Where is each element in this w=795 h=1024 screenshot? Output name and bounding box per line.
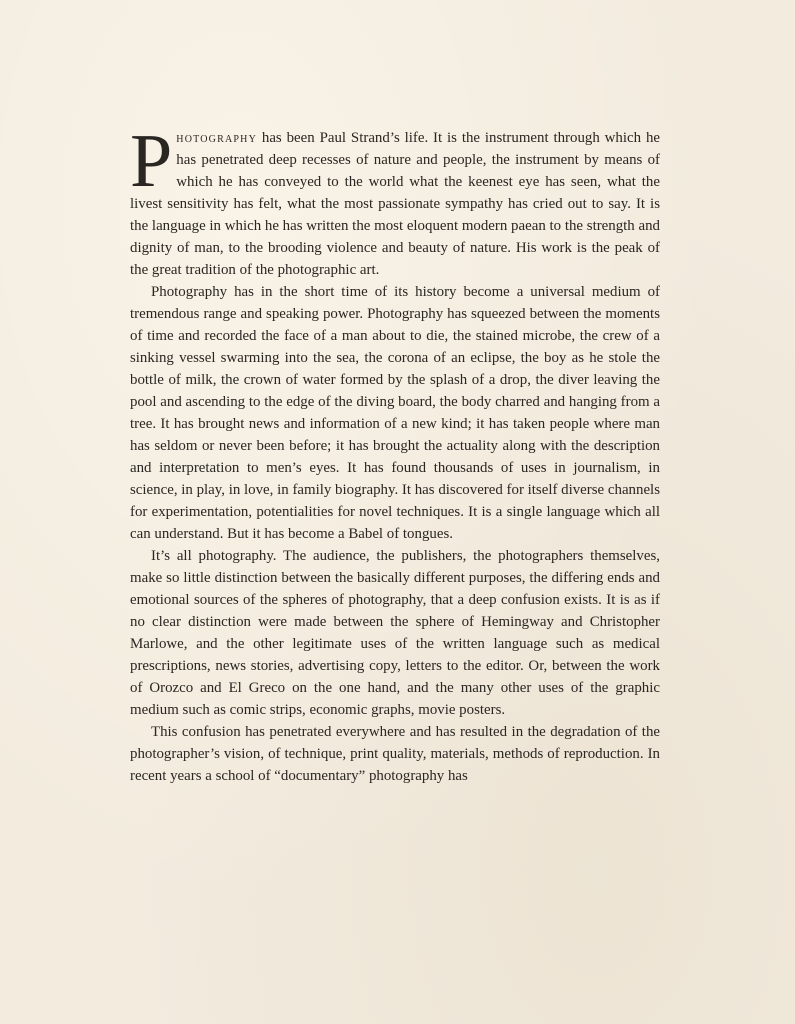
- drop-cap-letter: P: [130, 119, 173, 203]
- paragraph-4: This confusion has penetrated everywhere and has resulted in the degradation of the photographer’s vision, of technique, print quality, materials, methods of reproduction. In recent years a school of “documentary” photography has: [130, 724, 660, 784]
- paragraph-3: It’s all photography. The audience, the publishers, the photographers themselves, make so little distinction between the basically different purposes, the differing ends and emotional sources of the spheres of photography, that a deep confusion exists. It is as if no clear distinction were made between the sphere of Hemingway and Christopher Marlowe, and the other legitimate uses of the written language such as medical prescriptions, news stories, advertising copy, letters to the editor. Or, between the work of Orozco and El Greco on the one hand, and the many other uses of the graphic medium such as comic strips, economic graphs, movie posters.: [130, 548, 660, 718]
- paragraph-1: [130, 119, 660, 281]
- lead-word-small-caps: hotography: [176, 130, 257, 146]
- paragraph-1-text: has been Paul Strand’s life. It is the instrument through which he has penetrated deep recesses of nature and people, the instrument by means of which he has conveyed to the world what the keenest eye has seen, what the livest sensitivity has felt, what the most passionate sympathy has cried out to say. It is the language in which he has written the most eloquent modern paean to the strength and dignity of man, to the brooding violence and beauty of nature. His work is the peak of the great tradition of the photographic art.: [130, 130, 660, 278]
- paragraph-2: Photography has in the short time of its history become a universal medium of tremendous range and speaking power. Photography has squeezed between the moments of time and recorded the face of a man about to die, the stained microbe, the crew of a sinking vessel swarming into the sea, the corona of an eclipse, the boy as he stole the bottle of milk, the crown of water formed by the splash of a drop, the diver leaving the pool and ascending to the edge of the diving board, the body charred and hanging from a tree. It has brought news and information of a new kind; it has taken people where man has seldom or never been before; it has brought the actuality along with the description and interpretation to men’s eyes. It has found thousands of uses in journalism, in science, in play, in love, in family biography. It has discovered for itself diverse channels for experimentation, potentialities for novel techniques. It is a single language which all can understand. But it has become a Babel of tongues.: [130, 284, 660, 542]
- body-text: [130, 119, 660, 787]
